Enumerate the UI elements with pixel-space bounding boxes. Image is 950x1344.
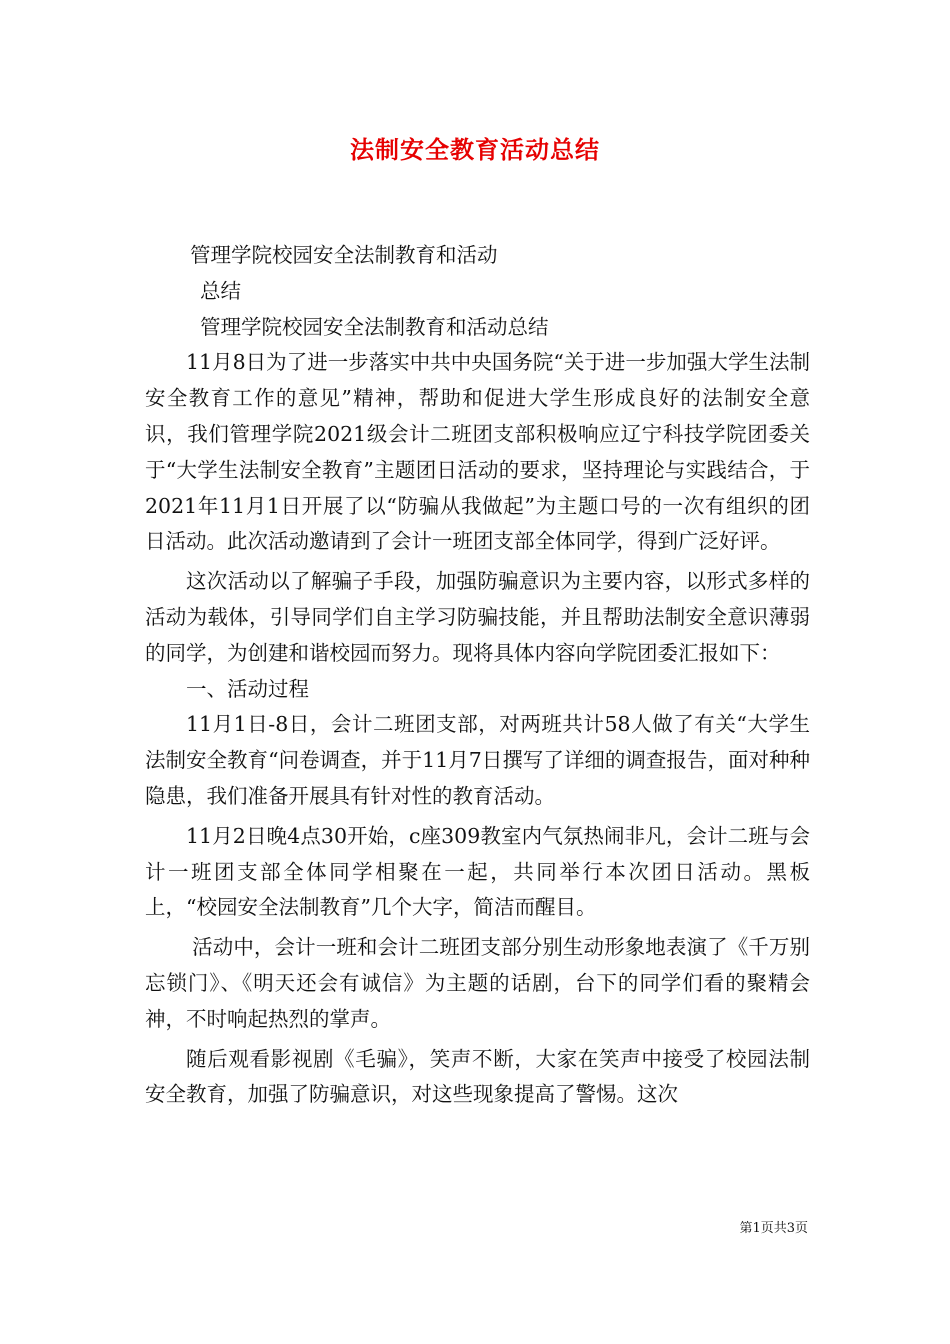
page-number-footer: 第1页共3页 xyxy=(739,1221,808,1236)
paragraph: 一、活动过程 xyxy=(186,676,309,701)
paragraph: 活动中，会计一班和会计二班团支部分别生动形象地表演了《千万别忘锁门》、《明天还会有诚信》为主题的话剧，台下的同学们看的聚精会神，不时响起热烈的掌声。 xyxy=(145,935,810,1031)
paragraph: 11月8日为了进一步落实中共中央国务院“关于进一步加强大学生法制安全教育工作的意见”精神，帮助和促进大学生形成良好的法制安全意识，我们管理学院2021级会计二班团支部积极响应辽宁科技学院团委关于“大学生法制安全教育”主题团日活动的要求，坚持理论与实践结合，于2021年11月1日开展了以“防骗从我做起”为主题口号的一次有组织的团日活动。此次活动邀请到了会计一班团支部全体同学，得到广泛好评。 xyxy=(145,350,810,554)
paragraph: 总结 xyxy=(200,278,241,303)
paragraph: 管理学院校园安全法制教育和活动 xyxy=(190,243,498,267)
paragraph: 11月2日晚4点30开始，c座309教室内气氛热闹非凡，会计二班与会计一班团支部全体同学相聚在一起，共同举行本次团日活动。黑板上，“校园安全法制教育”几个大字，简洁而醒目。 xyxy=(145,823,810,920)
document-title: 法制安全教育活动总结 xyxy=(350,136,600,164)
paragraph: 管理学院校园安全法制教育和活动总结 xyxy=(200,314,549,339)
paragraph: 随后观看影视剧《毛骗》，笑声不断，大家在笑声中接受了校园法制安全教育，加强了防骗意识，对这些现象提高了警惕。这次 xyxy=(145,1046,810,1107)
paragraph: 这次活动以了解骗子手段，加强防骗意识为主要内容，以形式多样的活动为载体，引导同学们自主学习防骗技能，并且帮助法制安全意识薄弱的同学，为创建和谐校园而努力。现将具体内容向学院团委汇报如下： xyxy=(145,569,810,665)
paragraph: 11月1日-8日，会计二班团支部，对两班共计58人做了有关“大学生法制安全教育“问卷调查，并于11月7日撰写了详细的调查报告，面对种种隐患，我们准备开展具有针对性的教育活动。 xyxy=(145,712,810,808)
document-body xyxy=(145,238,810,1113)
